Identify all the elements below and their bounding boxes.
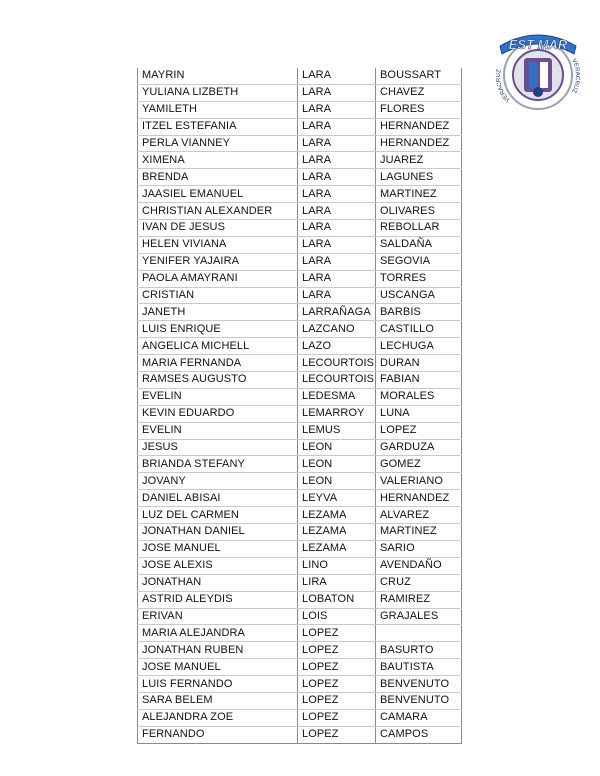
table-row [138, 84, 462, 101]
maternal-surname-cell: SARIO [376, 540, 462, 557]
maternal-surname-cell: CASTILLO [376, 321, 462, 338]
table-row [138, 540, 462, 557]
paternal-surname-cell: LEON [298, 456, 376, 473]
first-name-cell: HELEN VIVIANA [138, 236, 298, 253]
paternal-surname-cell: LARA [298, 152, 376, 169]
maternal-surname-cell: USCANGA [376, 287, 462, 304]
table-row [138, 524, 462, 541]
paternal-surname-cell: LOPEZ [298, 726, 376, 743]
maternal-surname-cell: CHAVEZ [376, 84, 462, 101]
paternal-surname-cell: LEZAMA [298, 507, 376, 524]
maternal-surname-cell: LECHUGA [376, 338, 462, 355]
first-name-cell: JESUS [138, 439, 298, 456]
paternal-surname-cell: LECOURTOIS [298, 372, 376, 389]
paternal-surname-cell: LARA [298, 169, 376, 186]
first-name-cell: RAMSES AUGUSTO [138, 372, 298, 389]
first-name-cell: ERIVAN [138, 608, 298, 625]
maternal-surname-cell: ALVAREZ [376, 507, 462, 524]
paternal-surname-cell: LOPEZ [298, 709, 376, 726]
first-name-cell: MARIA ALEJANDRA [138, 625, 298, 642]
maternal-surname-cell: CRUZ [376, 574, 462, 591]
paternal-surname-cell: LEON [298, 473, 376, 490]
table-row [138, 676, 462, 693]
maternal-surname-cell: BASURTO [376, 642, 462, 659]
table-row [138, 169, 462, 186]
paternal-surname-cell: LIRA [298, 574, 376, 591]
paternal-surname-cell: LARA [298, 186, 376, 203]
logo-ring-text-right: VERACRUZ [570, 58, 581, 94]
table-row [138, 422, 462, 439]
paternal-surname-cell: LARA [298, 118, 376, 135]
maternal-surname-cell: JUAREZ [376, 152, 462, 169]
first-name-cell: LUIS FERNANDO [138, 676, 298, 693]
table-row [138, 557, 462, 574]
first-name-cell: JOVANY [138, 473, 298, 490]
table-row [138, 236, 462, 253]
maternal-surname-cell: BAUTISTA [376, 659, 462, 676]
first-name-cell: CRISTIAN [138, 287, 298, 304]
paternal-surname-cell: LARRAÑAGA [298, 304, 376, 321]
maternal-surname-cell: MORALES [376, 388, 462, 405]
maternal-surname-cell: MARTINEZ [376, 524, 462, 541]
paternal-surname-cell: LEZAMA [298, 540, 376, 557]
maternal-surname-cell: HERNANDEZ [376, 490, 462, 507]
first-name-cell: KEVIN EDUARDO [138, 405, 298, 422]
paternal-surname-cell: LEON [298, 439, 376, 456]
paternal-surname-cell: LEYVA [298, 490, 376, 507]
first-name-cell: EVELIN [138, 422, 298, 439]
maternal-surname-cell: OLIVARES [376, 203, 462, 220]
paternal-surname-cell: LAZO [298, 338, 376, 355]
table-row [138, 118, 462, 135]
table-row [138, 591, 462, 608]
maternal-surname-cell: BARBIS [376, 304, 462, 321]
maternal-surname-cell: BOUSSART [376, 68, 462, 84]
maternal-surname-cell: HERNANDEZ [376, 135, 462, 152]
logo-ring-text-left: VERACRUZ [495, 68, 512, 103]
first-name-cell: SARA BELEM [138, 692, 298, 709]
first-name-cell: YAMILETH [138, 101, 298, 118]
maternal-surname-cell: HERNANDEZ [376, 118, 462, 135]
table-row [138, 101, 462, 118]
logo-title: EST MAR [508, 37, 568, 52]
maternal-surname-cell: GRAJALES [376, 608, 462, 625]
first-name-cell: BRENDA [138, 169, 298, 186]
maternal-surname-cell: SEGOVIA [376, 253, 462, 270]
first-name-cell: PERLA VIANNEY [138, 135, 298, 152]
table-row [138, 692, 462, 709]
maternal-surname-cell: CAMARA [376, 709, 462, 726]
maternal-surname-cell: LAGUNES [376, 169, 462, 186]
paternal-surname-cell: LARA [298, 101, 376, 118]
first-name-cell: ALEJANDRA ZOE [138, 709, 298, 726]
paternal-surname-cell: LOBATON [298, 591, 376, 608]
maternal-surname-cell: LOPEZ [376, 422, 462, 439]
student-roster-table [137, 68, 462, 744]
paternal-surname-cell: LARA [298, 270, 376, 287]
first-name-cell: BRIANDA STEFANY [138, 456, 298, 473]
paternal-surname-cell: LOIS [298, 608, 376, 625]
first-name-cell: JAASIEL EMANUEL [138, 186, 298, 203]
first-name-cell: CHRISTIAN ALEXANDER [138, 203, 298, 220]
table-row [138, 270, 462, 287]
first-name-cell: LUIS ENRIQUE [138, 321, 298, 338]
maternal-surname-cell: GOMEZ [376, 456, 462, 473]
table-row [138, 490, 462, 507]
first-name-cell: JONATHAN DANIEL [138, 524, 298, 541]
table-row [138, 253, 462, 270]
paternal-surname-cell: LARA [298, 236, 376, 253]
first-name-cell: DANIEL ABISAI [138, 490, 298, 507]
table-row [138, 574, 462, 591]
paternal-surname-cell: LARA [298, 253, 376, 270]
paternal-surname-cell: LEMUS [298, 422, 376, 439]
table-row [138, 372, 462, 389]
paternal-surname-cell: LINO [298, 557, 376, 574]
first-name-cell: MAYRIN [138, 68, 298, 84]
first-name-cell: JONATHAN RUBEN [138, 642, 298, 659]
paternal-surname-cell: LARA [298, 220, 376, 237]
school-logo [494, 20, 582, 112]
first-name-cell: ANGELICA MICHELL [138, 338, 298, 355]
maternal-surname-cell: RAMIREZ [376, 591, 462, 608]
paternal-surname-cell: LOPEZ [298, 625, 376, 642]
paternal-surname-cell: LOPEZ [298, 692, 376, 709]
table-row [138, 625, 462, 642]
paternal-surname-cell: LEMARROY [298, 405, 376, 422]
first-name-cell: ASTRID ALEYDIS [138, 591, 298, 608]
table-row [138, 220, 462, 237]
maternal-surname-cell: BENVENUTO [376, 676, 462, 693]
maternal-surname-cell: GARDUZA [376, 439, 462, 456]
maternal-surname-cell: DURAN [376, 355, 462, 372]
paternal-surname-cell: LECOURTOIS [298, 355, 376, 372]
first-name-cell: YULIANA LIZBETH [138, 84, 298, 101]
table-row [138, 473, 462, 490]
table-row [138, 642, 462, 659]
table-row [138, 726, 462, 743]
table-row [138, 709, 462, 726]
table-row [138, 203, 462, 220]
table-row [138, 405, 462, 422]
maternal-surname-cell: MARTINEZ [376, 186, 462, 203]
maternal-surname-cell [376, 625, 462, 642]
first-name-cell: JANETH [138, 304, 298, 321]
first-name-cell: XIMENA [138, 152, 298, 169]
table-row [138, 152, 462, 169]
paternal-surname-cell: LARA [298, 287, 376, 304]
table-row [138, 304, 462, 321]
first-name-cell: JONATHAN [138, 574, 298, 591]
maternal-surname-cell: VALERIANO [376, 473, 462, 490]
paternal-surname-cell: LARA [298, 84, 376, 101]
maternal-surname-cell: FLORES [376, 101, 462, 118]
paternal-surname-cell: LEZAMA [298, 524, 376, 541]
paternal-surname-cell: LEDESMA [298, 388, 376, 405]
maternal-surname-cell: LUNA [376, 405, 462, 422]
maternal-surname-cell: FABIAN [376, 372, 462, 389]
paternal-surname-cell: LARA [298, 68, 376, 84]
first-name-cell: PAOLA AMAYRANI [138, 270, 298, 287]
table-row [138, 608, 462, 625]
table-row [138, 439, 462, 456]
maternal-surname-cell: SALDAÑA [376, 236, 462, 253]
table-row [138, 338, 462, 355]
first-name-cell: ITZEL ESTEFANIA [138, 118, 298, 135]
first-name-cell: JOSE ALEXIS [138, 557, 298, 574]
maternal-surname-cell: CAMPOS [376, 726, 462, 743]
maternal-surname-cell: AVENDAÑO [376, 557, 462, 574]
first-name-cell: EVELIN [138, 388, 298, 405]
first-name-cell: YENIFER YAJAIRA [138, 253, 298, 270]
maternal-surname-cell: REBOLLAR [376, 220, 462, 237]
first-name-cell: MARIA FERNANDA [138, 355, 298, 372]
paternal-surname-cell: LAZCANO [298, 321, 376, 338]
table-row [138, 388, 462, 405]
table-row [138, 507, 462, 524]
first-name-cell: JOSE MANUEL [138, 540, 298, 557]
first-name-cell: FERNANDO [138, 726, 298, 743]
table-row [138, 456, 462, 473]
first-name-cell: LUZ DEL CARMEN [138, 507, 298, 524]
table-row [138, 135, 462, 152]
table-row [138, 355, 462, 372]
maternal-surname-cell: BENVENUTO [376, 692, 462, 709]
first-name-cell: IVAN DE JESUS [138, 220, 298, 237]
table-row [138, 287, 462, 304]
table-row [138, 659, 462, 676]
first-name-cell: JOSE MANUEL [138, 659, 298, 676]
paternal-surname-cell: LOPEZ [298, 642, 376, 659]
paternal-surname-cell: LARA [298, 203, 376, 220]
table-row [138, 186, 462, 203]
paternal-surname-cell: LOPEZ [298, 676, 376, 693]
table-row [138, 68, 462, 84]
maternal-surname-cell: TORRES [376, 270, 462, 287]
table-row [138, 321, 462, 338]
paternal-surname-cell: LOPEZ [298, 659, 376, 676]
paternal-surname-cell: LARA [298, 135, 376, 152]
gear-emblem-icon [524, 58, 552, 97]
